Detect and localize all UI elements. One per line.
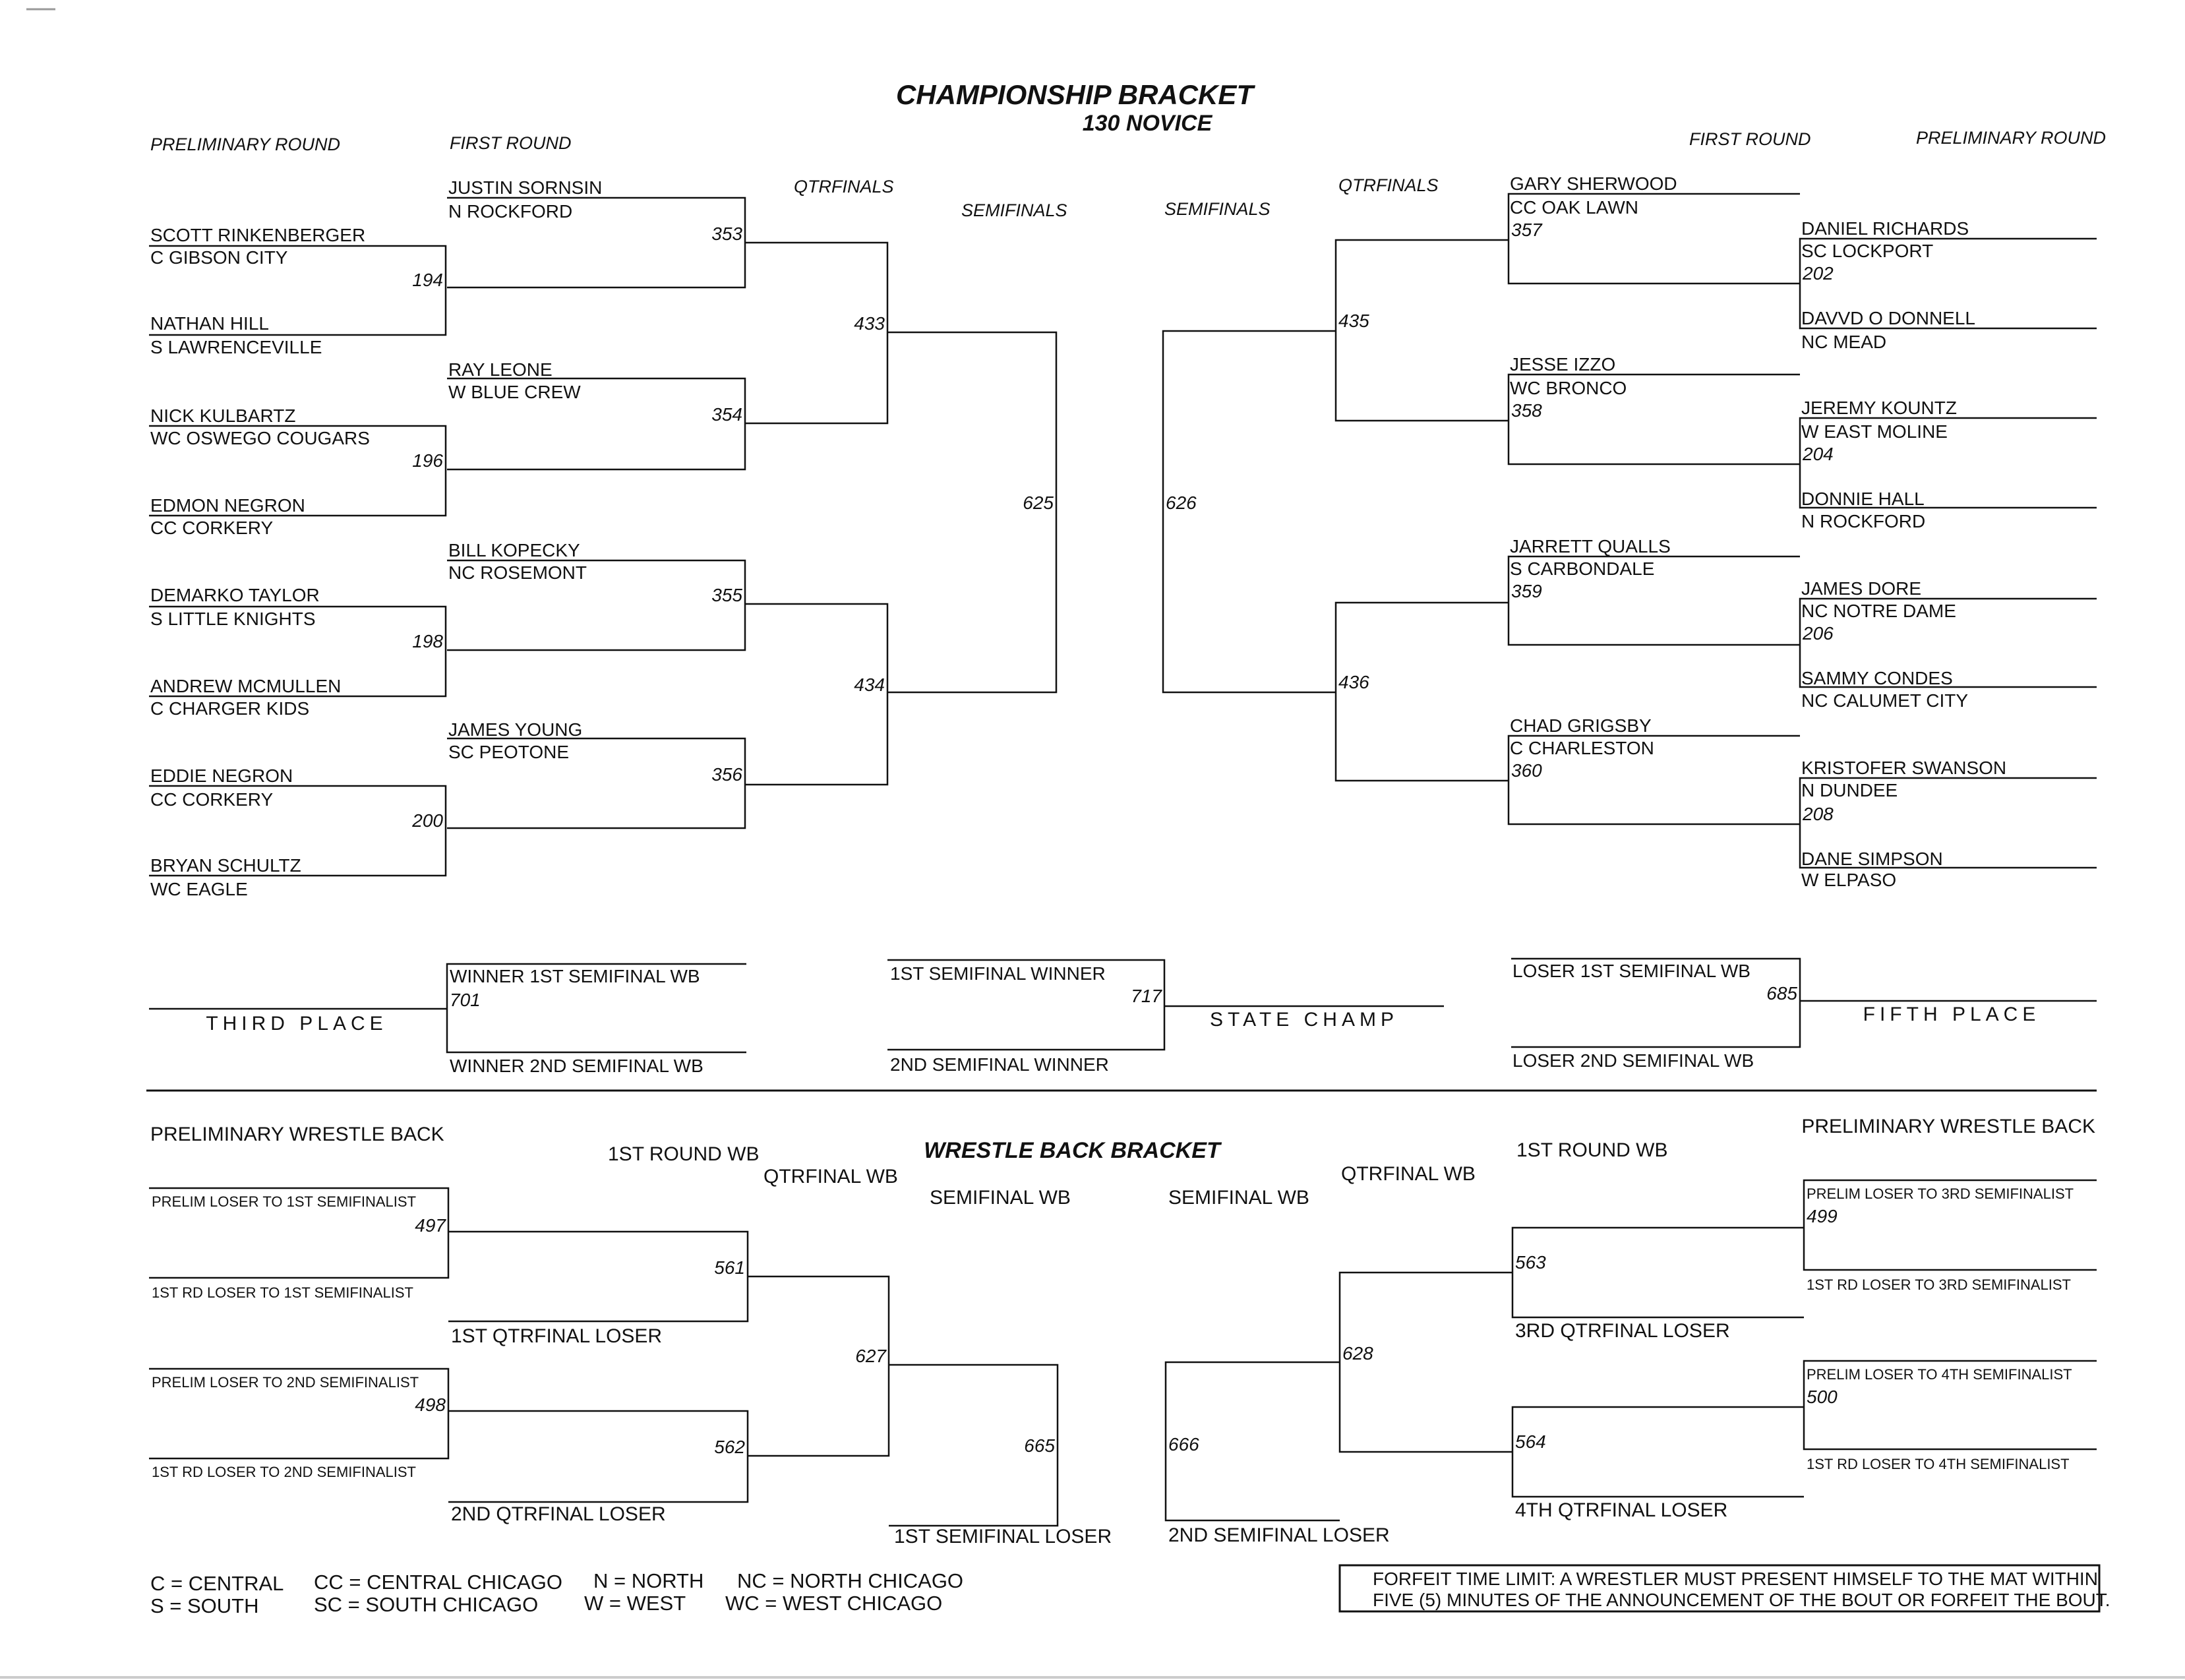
- first-left-2-name: RAY LEONE: [448, 359, 553, 380]
- wb-qtr-loser-1: 1ST QTRFINAL LOSER: [451, 1325, 663, 1347]
- bout-627: 627: [855, 1346, 886, 1366]
- bout-685: 685: [1766, 983, 1797, 1004]
- prelim-right-3-name: JEREMY KOUNTZ: [1801, 398, 1957, 418]
- prelim-right-7-name: KRISTOFER SWANSON: [1801, 758, 2007, 778]
- bout-625: 625: [1023, 493, 1054, 513]
- first-right-2-name: JESSE IZZO: [1510, 354, 1616, 375]
- wb-prelim-loser-2: PRELIM LOSER TO 2ND SEMIFINALIST: [152, 1374, 419, 1391]
- prelim-right-5-team: NC NOTRE DAME: [1801, 601, 1956, 621]
- bout-497: 497: [415, 1215, 446, 1236]
- wb-prelim-loser-4: PRELIM LOSER TO 4TH SEMIFINALIST: [1807, 1366, 2072, 1383]
- bout-204: 204: [1803, 444, 1834, 464]
- prelim-left-7-name: EDDIE NEGRON: [150, 765, 293, 786]
- right-bracket: [1163, 173, 2097, 890]
- bout-433: 433: [854, 313, 885, 334]
- prelim-left-6-name: ANDREW MCMULLEN: [150, 676, 342, 696]
- legend-north-chicago: NC = NORTH CHICAGO: [737, 1569, 964, 1592]
- round-label-first-left: FIRST ROUND: [450, 133, 572, 153]
- legend-north: N = NORTH: [593, 1569, 704, 1592]
- prelim-right-7-team: N DUNDEE: [1801, 780, 1898, 800]
- prelim-left-8-team: WC EAGLE: [150, 879, 248, 899]
- prelim-right-6-name: SAMMY CONDES: [1801, 668, 1953, 688]
- bout-359: 359: [1511, 581, 1542, 601]
- round-label-semi-right: SEMIFINALS: [1164, 199, 1271, 219]
- page-title: CHAMPIONSHIP BRACKET: [895, 79, 1254, 110]
- prelim-left-7-team: CC CORKERY: [150, 789, 274, 810]
- prelim-left-4-name: EDMON NEGRON: [150, 495, 305, 516]
- winner-1st-semi-wb-label: WINNER 1ST SEMIFINAL WB: [450, 966, 700, 986]
- prelim-right-4-name: DONNIE HALL: [1801, 489, 1925, 509]
- bout-353: 353: [711, 224, 742, 244]
- bout-356: 356: [711, 764, 742, 785]
- round-label-qtr-right: QTRFINALS: [1338, 175, 1439, 195]
- first-right-3-name: JARRETT QUALLS: [1510, 536, 1671, 556]
- prelim-right-1-name: DANIEL RICHARDS: [1801, 218, 1969, 239]
- wb-first-bracket-563: [1512, 1228, 1804, 1317]
- bout-436: 436: [1338, 672, 1369, 692]
- prelim-right-8-team: W ELPASO: [1801, 870, 1897, 890]
- prelim-left-6-team: C CHARGER KIDS: [150, 698, 310, 719]
- placement-bouts: [149, 959, 2097, 1076]
- winner-2nd-semi-wb-label: WINNER 2ND SEMIFINAL WB: [450, 1056, 703, 1076]
- first-right-1-name: GARY SHERWOOD: [1510, 173, 1677, 194]
- wb-first-bracket-562: [448, 1411, 748, 1502]
- bout-564: 564: [1515, 1431, 1546, 1452]
- wb-semi-loser-1: 1ST SEMIFINAL LOSER: [894, 1526, 1112, 1547]
- region-legend: [150, 1569, 963, 1617]
- first-left-2-team: W BLUE CREW: [448, 382, 581, 402]
- round-label-prelim-right: PRELIMINARY ROUND: [1916, 128, 2107, 148]
- wb-prelim-left-label: PRELIMINARY WRESTLE BACK: [150, 1124, 444, 1145]
- prelim-left-3-name: NICK KULBARTZ: [150, 405, 296, 426]
- bout-435: 435: [1338, 311, 1369, 331]
- wb-rd-loser-3: 1ST RD LOSER TO 3RD SEMIFINALIST: [1807, 1276, 2071, 1293]
- first-right-1-team: CC OAK LAWN: [1510, 197, 1638, 218]
- bout-202: 202: [1803, 263, 1834, 284]
- wb-rd-loser-2: 1ST RD LOSER TO 2ND SEMIFINALIST: [152, 1464, 416, 1480]
- bout-563: 563: [1515, 1252, 1546, 1273]
- bout-628: 628: [1342, 1343, 1373, 1364]
- forfeit-line-1: FORFEIT TIME LIMIT: A WRESTLER MUST PRESENT HIMSELF TO THE MAT WITHIN: [1373, 1569, 2098, 1589]
- first-right-4-team: C CHARLESTON: [1510, 738, 1654, 758]
- round-label-prelim-left: PRELIMINARY ROUND: [150, 135, 341, 154]
- wb-first-round-right-label: 1ST ROUND WB: [1516, 1139, 1668, 1161]
- bout-355: 355: [711, 585, 742, 605]
- prelim-left-2-team: S LAWRENCEVILLE: [150, 337, 322, 357]
- legend-west-chicago: WC = WEST CHICAGO: [725, 1592, 943, 1615]
- fifth-place-label: FIFTH PLACE: [1863, 1004, 2041, 1025]
- wb-qtr-bracket-627: [748, 1276, 889, 1456]
- prelim-right-2-name: DAVVD O DONNELL: [1801, 308, 1975, 328]
- bout-357: 357: [1511, 220, 1542, 240]
- prelim-right-4-team: N ROCKFORD: [1801, 511, 1926, 531]
- bout-500: 500: [1807, 1387, 1838, 1407]
- bout-666: 666: [1168, 1434, 1199, 1455]
- prelim-left-2-name: NATHAN HILL: [150, 313, 269, 334]
- prelim-right-8-name: DANE SIMPSON: [1801, 849, 1943, 869]
- bout-717: 717: [1131, 986, 1162, 1006]
- bout-701: 701: [450, 990, 481, 1010]
- legend-south: S = SOUTH: [150, 1594, 259, 1617]
- loser-1st-semi-wb-label: LOSER 1ST SEMIFINAL WB: [1512, 961, 1751, 981]
- bout-665: 665: [1024, 1435, 1055, 1456]
- legend-west: W = WEST: [584, 1592, 686, 1615]
- bout-358: 358: [1511, 400, 1542, 421]
- wb-rd-loser-4: 1ST RD LOSER TO 4TH SEMIFINALIST: [1807, 1456, 2070, 1472]
- wb-qtr-loser-4: 4TH QTRFINAL LOSER: [1515, 1499, 1728, 1521]
- bout-499: 499: [1807, 1206, 1838, 1226]
- prelim-right-6-team: NC CALUMET CITY: [1801, 690, 1969, 711]
- wb-semi-left-label: SEMIFINAL WB: [930, 1187, 1071, 1209]
- forfeit-notice: [1340, 1565, 2110, 1611]
- first-left-3-name: BILL KOPECKY: [448, 540, 580, 560]
- prelim-right-3-team: W EAST MOLINE: [1801, 421, 1948, 442]
- prelim-left-4-team: CC CORKERY: [150, 518, 274, 538]
- first-left-4-team: SC PEOTONE: [448, 742, 570, 762]
- prelim-right-2-team: NC MEAD: [1801, 332, 1887, 352]
- page-subtitle: 130 NOVICE: [1082, 111, 1212, 136]
- bout-196: 196: [412, 450, 443, 471]
- forfeit-line-2: FIVE (5) MINUTES OF THE ANNOUNCEMENT OF THE BOUT OR FORFEIT THE BOUT.: [1373, 1590, 2110, 1610]
- round-label-qtr-left: QTRFINALS: [794, 177, 894, 196]
- wb-qtr-right-label: QTRFINAL WB: [1341, 1163, 1476, 1185]
- first-left-1-name: JUSTIN SORNSIN: [448, 177, 603, 198]
- wb-first-bracket-561: [448, 1232, 748, 1321]
- legend-south-chicago: SC = SOUTH CHICAGO: [314, 1593, 539, 1616]
- first-left-4-name: JAMES YOUNG: [448, 719, 583, 740]
- bout-208: 208: [1803, 804, 1834, 824]
- loser-2nd-semi-wb-label: LOSER 2ND SEMIFINAL WB: [1512, 1050, 1754, 1071]
- wb-qtr-loser-3: 3RD QTRFINAL LOSER: [1515, 1320, 1730, 1342]
- bout-354: 354: [711, 404, 742, 425]
- wb-rd-loser-1: 1ST RD LOSER TO 1ST SEMIFINALIST: [152, 1284, 413, 1301]
- wb-prelim-loser-1: PRELIM LOSER TO 1ST SEMIFINALIST: [152, 1193, 417, 1210]
- round-label-semi-left: SEMIFINALS: [961, 200, 1067, 220]
- wb-first-bracket-564: [1512, 1407, 1804, 1497]
- first-right-4-name: CHAD GRIGSBY: [1510, 715, 1652, 736]
- legend-central-chicago: CC = CENTRAL CHICAGO: [314, 1571, 562, 1594]
- bout-360: 360: [1511, 760, 1542, 781]
- wb-prelim-loser-3: PRELIM LOSER TO 3RD SEMIFINALIST: [1807, 1185, 2074, 1202]
- bout-200: 200: [412, 810, 443, 831]
- first-right-3-team: S CARBONDALE: [1510, 558, 1655, 579]
- wb-qtr-loser-2: 2ND QTRFINAL LOSER: [451, 1503, 666, 1525]
- prelim-left-5-name: DEMARKO TAYLOR: [150, 585, 320, 605]
- prelim-left-5-team: S LITTLE KNIGHTS: [150, 609, 316, 629]
- wrestle-back-bracket: [149, 1116, 2097, 1547]
- bout-562: 562: [714, 1437, 745, 1457]
- bout-434: 434: [854, 675, 885, 695]
- legend-central: C = CENTRAL: [150, 1572, 284, 1595]
- left-bracket: [149, 177, 1056, 899]
- round-label-first-right: FIRST ROUND: [1689, 129, 1811, 149]
- wb-first-round-left-label: 1ST ROUND WB: [608, 1143, 760, 1165]
- bout-198: 198: [412, 631, 443, 651]
- first-right-2-team: WC BRONCO: [1510, 378, 1627, 398]
- first-left-3-team: NC ROSEMONT: [448, 562, 587, 583]
- third-place-label: THIRD PLACE: [206, 1013, 388, 1035]
- first-semi-winner-label: 1ST SEMIFINAL WINNER: [890, 963, 1106, 984]
- first-left-1-team: N ROCKFORD: [448, 201, 573, 222]
- wb-semi-right-label: SEMIFINAL WB: [1168, 1187, 1309, 1209]
- prelim-left-8-name: BRYAN SCHULTZ: [150, 855, 301, 876]
- prelim-left-1-team: C GIBSON CITY: [150, 247, 288, 268]
- bout-206: 206: [1803, 623, 1834, 644]
- bout-561: 561: [714, 1257, 745, 1278]
- wb-qtr-left-label: QTRFINAL WB: [763, 1166, 898, 1187]
- second-semi-winner-label: 2ND SEMIFINAL WINNER: [890, 1054, 1109, 1075]
- wb-prelim-right-label: PRELIMINARY WRESTLE BACK: [1801, 1116, 2095, 1137]
- bout-194: 194: [412, 270, 443, 290]
- bout-498: 498: [415, 1395, 446, 1415]
- bout-626: 626: [1166, 493, 1197, 513]
- prelim-left-1-name: SCOTT RINKENBERGER: [150, 225, 366, 245]
- prelim-left-3-team: WC OSWEGO COUGARS: [150, 428, 370, 448]
- wb-semi-loser-2: 2ND SEMIFINAL LOSER: [1168, 1524, 1390, 1546]
- prelim-right-5-name: JAMES DORE: [1801, 578, 1922, 599]
- prelim-right-1-team: SC LOCKPORT: [1801, 241, 1934, 261]
- wb-title: WRESTLE BACK BRACKET: [924, 1138, 1220, 1163]
- state-champ-label: STATE CHAMP: [1210, 1009, 1398, 1031]
